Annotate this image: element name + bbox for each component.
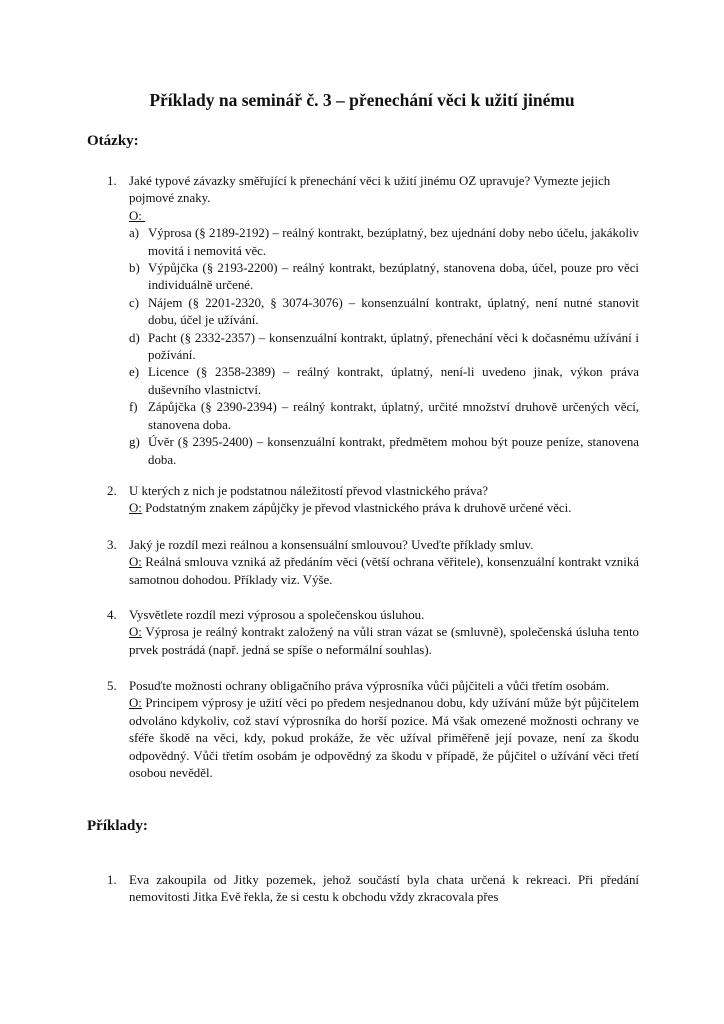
answer-label-blank [142,209,145,223]
question-text: Jaký je rozdíl mezi reálnou a konsensuální smlouvou? Uveďte příklady smluv. [129,538,534,552]
list-item-letter: d) [129,330,140,345]
page-title: Příklady na seminář č. 3 – přenechání věci k užití jinému [149,90,575,110]
list-item [129,434,639,469]
questions-heading: Otázky: [87,133,139,149]
list-item-text: Pacht (§ 2332-2357) – konsenzuální kontrakt, úplatný, přenechání věci k dočasnému užívání i požívání. [148,330,639,363]
list-item-letter: b) [129,261,140,276]
question-number: 2. [107,484,117,498]
question-2 [107,483,639,518]
list-item-text: Výpůjčka (§ 2193-2200) – reálný kontrakt, bezúplatný, stanovena doba, účel, pouze pro věci individuálně určené. [148,261,639,293]
list-item [129,295,639,330]
question-text: Vysvětlete rozdíl mezi výprosou a společenskou úsluhou. [129,608,425,622]
question-text: Posuďte možnosti ochrany obligačního práva výprosníka vůči půjčiteli a vůči třetím osobám. [129,679,610,693]
question-number: 1. [107,174,117,188]
answer-label: O: [129,696,142,711]
example-number: 1. [107,873,117,887]
question-number: 5. [107,679,117,693]
list-item-letter: f) [129,400,138,415]
question-text: U kterých z nich je podstatnou náležitostí převod vlastnického práva? [129,484,489,498]
answer-text: Reálná smlouva vzniká až předáním věci (větší ochrana věřitele), konsenzuální kontrakt vzniká samotnou dohodou. Příklady viz. Výše. [129,555,639,587]
list-item [129,399,639,434]
example-1 [107,872,639,907]
list-item-text: Nájem (§ 2201-2320, § 3074-3076) – konsenzuální kontrakt, úplatný, není nutné stanovit dobu, účel je užívání. [148,295,639,328]
question-number: 4. [107,608,117,622]
question-number: 3. [107,538,117,552]
list-item-text: Výprosa (§ 2189-2192) – reálný kontrakt, bezúplatný, bez ujednání doby nebo účelu, jakákoliv movitá i nemovitá věc. [148,226,639,258]
answer [129,695,639,782]
question-4 [107,607,639,659]
question-1 [107,173,639,469]
answer-label: O: [129,625,142,640]
answer-text: Výprosa je reálný kontrakt založený na vůli stran vázat se (smluvně), společenská úsluha tento prvek postrádá (např. jedná se spíše o neformální souhlas). [129,625,639,657]
answer-text: Podstatným znakem zápůjčky je převod vlastnického práva k druhově určené věci. [141,501,572,516]
list-item-letter: c) [129,295,140,310]
question-5 [107,678,639,782]
list-item [129,260,639,295]
example-text: Eva zakoupila od Jitky pozemek, jehož součástí byla chata určená k rekreaci. Při předání nemovitosti Jitka Evě řekla, že si cestu k obchodu vždy zkracovala přes [129,873,639,905]
answer [129,500,639,517]
answer [129,554,639,589]
answer [129,624,639,659]
answer-text: Principem výprosy je užití věci po předem nesjednanou dobu, kdy užívání může být půjčitelem odvoláno kdykoliv, což staví výprosníka do horší pozice. Má však omezené možnosti ochrany ve sféře škodě na věci, kdy, pokud prokáže, že věc užíval přiměřeně její povaze, není za škodu odpovědný. Vůči třetím osobám je odpovědný za škodu v případě, že půjčitel o užívání věci třetí osobou nevěděl. [129,696,639,781]
list-item-letter: g) [129,435,140,450]
examples-heading: Příklady: [87,818,148,834]
list-item-text: Úvěr (§ 2395-2400) – konsenzuální kontrakt, předmětem mohou být pouze peníze, stanovena doba. [148,435,639,467]
list-item-letter: e) [129,365,140,380]
answer-label: O: [129,501,142,516]
list-item-text: Licence (§ 2358-2389) – reálný kontrakt, úplatný, není-li uvedeno jinak, výkon práva duševního vlastnictví. [148,365,639,397]
question-3 [107,537,639,589]
question-text: Jaké typové závazky směřující k přenechání věci k užití jinému OZ upravuje? Vymezte jejich pojmové znaky. [129,174,611,206]
list-item [129,364,639,399]
answer-label: O: [129,555,142,570]
list-item-text: Zápůjčka (§ 2390-2394) – reálný kontrakt, úplatný, určité množství druhově určených věcí, stanovena doba. [148,400,639,432]
list-item [129,225,639,260]
list-item-letter: a) [129,226,140,241]
answer-label: O: [129,208,142,223]
list-item [129,330,639,365]
